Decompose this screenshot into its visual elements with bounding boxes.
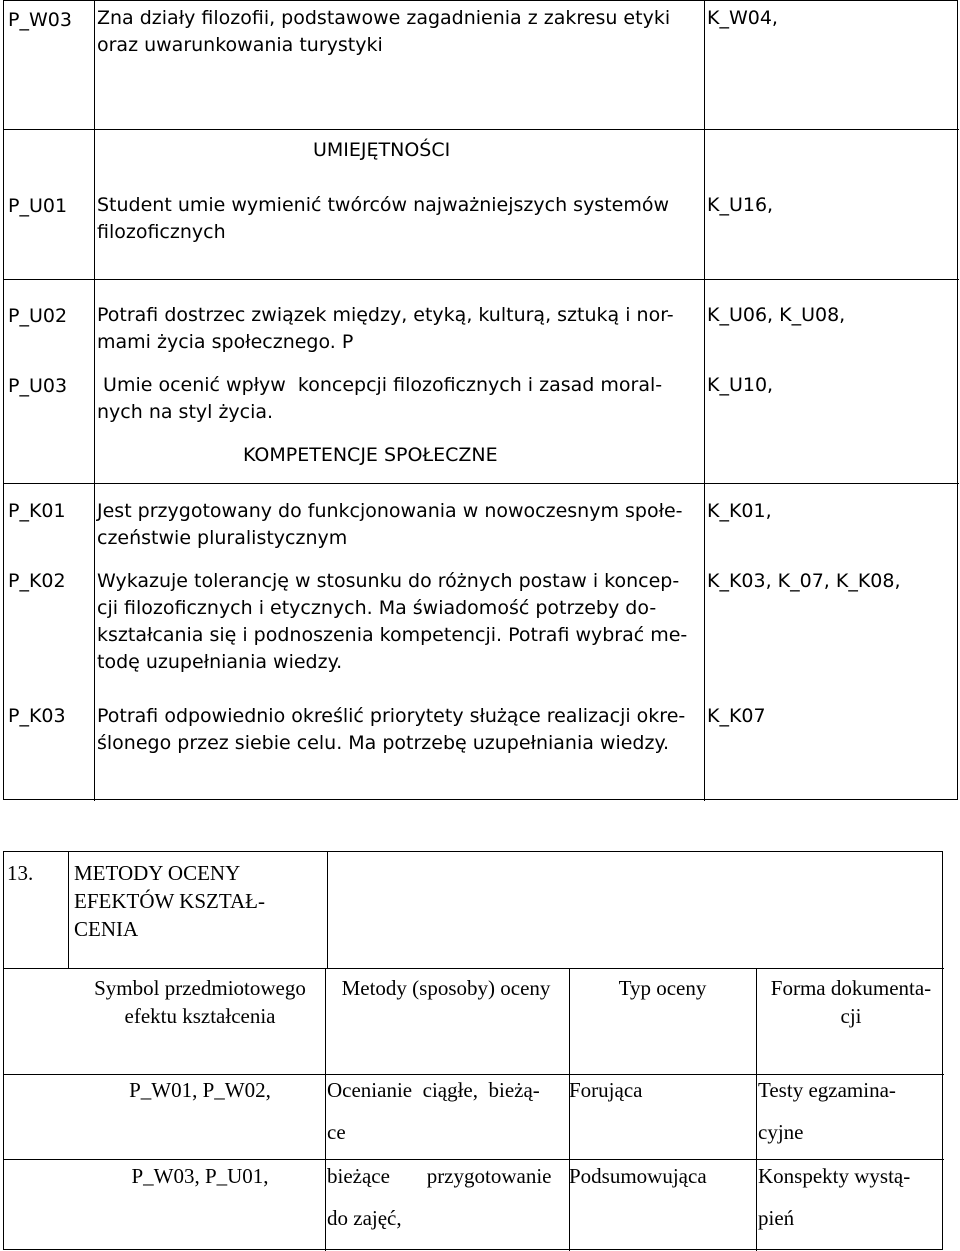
code-cell: P_U03 (8, 375, 68, 397)
code-cell: P_K03 (8, 705, 66, 727)
type-cell: Podsumowująca (569, 1164, 707, 1188)
form-line: Konspekty wystą- (758, 1164, 911, 1188)
header-form: cji (840, 1004, 862, 1028)
row-divider (4, 279, 959, 280)
header-symbol: Symbol przedmiotowego (94, 976, 306, 1000)
section-heading-social: KOMPETENCJE SPOŁECZNE (243, 444, 498, 466)
desc-line: Jest przygotowany do funkcjonowania w nowoczesnym społe- (97, 500, 683, 522)
row-divider (4, 483, 959, 484)
desc-line: oraz uwarunkowania turystyki (97, 34, 383, 56)
ref-cell: K_U10, (707, 374, 774, 396)
row-divider (4, 1159, 944, 1160)
section-heading-skills: UMIEJĘTNOŚCI (313, 139, 451, 161)
row-divider (4, 1074, 944, 1075)
desc-line: Zna działy filozofii, podstawowe zagadnienia z zakresu etyki (97, 7, 671, 29)
col-divider (327, 852, 328, 968)
desc-line: Potrafi dostrzec związek między, etyką, kulturą, sztuką i nor- (97, 304, 674, 326)
method-line: ce (327, 1120, 346, 1144)
desc-line: kształcania się i podnoszenia kompetencji. Potrafi wybrać me- (97, 624, 688, 646)
form-line: pień (758, 1206, 795, 1230)
desc-line: filozoficznych (97, 221, 226, 243)
code-cell: P_K02 (8, 570, 66, 592)
header-type: Typ oceny (618, 976, 707, 1000)
form-line: cyjne (758, 1120, 804, 1144)
ref-cell: K_K07 (707, 705, 766, 727)
method-line: do zajęć, (327, 1206, 402, 1230)
ref-cell: K_U06, K_U08, (707, 304, 846, 326)
ref-cell: K_W04, (707, 7, 778, 29)
desc-line: Umie ocenić wpływ koncepcji filozoficznych i zasad moral- (97, 374, 663, 396)
col-divider-1 (94, 1, 95, 801)
section-title-line: METODY OCENY (74, 861, 241, 885)
desc-line: Wykazuje tolerancję w stosunku do różnych postaw i koncep- (97, 570, 680, 592)
ref-cell: K_U16, (707, 194, 774, 216)
section-number: 13. (7, 861, 34, 885)
header-methods: Metody (sposoby) oceny (341, 976, 551, 1000)
section-title-line: CENIA (74, 917, 139, 941)
code-cell: P_U01 (8, 195, 68, 217)
header-symbol: efektu kształcenia (124, 1004, 276, 1028)
method-line: bieżące przygotowanie (327, 1164, 552, 1188)
col-divider-2 (704, 1, 705, 801)
desc-line: cji filozoficznych i etycznych. Ma świadomość potrzeby do- (97, 597, 657, 619)
code-cell: P_U02 (8, 305, 68, 327)
symbol-cell: P_W03, P_U01, (131, 1164, 269, 1188)
method-line: Ocenianie ciągłe, bieżą- (327, 1078, 540, 1102)
type-cell: Forująca (569, 1078, 643, 1102)
ref-cell: K_K03, K_07, K_K08, (707, 570, 901, 592)
code-cell: P_K01 (8, 500, 66, 522)
row-divider (4, 968, 944, 969)
row-divider (4, 129, 959, 130)
col-divider (325, 968, 326, 1251)
desc-line: nych na styl życia. (97, 401, 274, 423)
code-cell: P_W03 (8, 9, 72, 31)
desc-line: todę uzupełniania wiedzy. (97, 651, 343, 673)
desc-line: czeństwie pluralistycznym (97, 527, 348, 549)
form-line: Testy egzamina- (758, 1078, 896, 1102)
desc-line: ślonego przez siebie celu. Ma potrzebę uzupełniania wiedzy. (97, 732, 670, 754)
section-title-line: EFEKTÓW KSZTAŁ- (74, 889, 265, 913)
ref-cell: K_K01, (707, 500, 772, 522)
symbol-cell: P_W01, P_W02, (129, 1078, 271, 1102)
desc-line: Potrafi odpowiednio określić priorytety służące realizacji okre- (97, 705, 686, 727)
header-form: Forma dokumenta- (770, 976, 932, 1000)
col-divider (68, 852, 69, 968)
desc-line: Student umie wymienić twórców najważniejszych systemów (97, 194, 670, 216)
col-divider (569, 968, 570, 1251)
desc-line: mami życia społecznego. P (97, 331, 354, 353)
